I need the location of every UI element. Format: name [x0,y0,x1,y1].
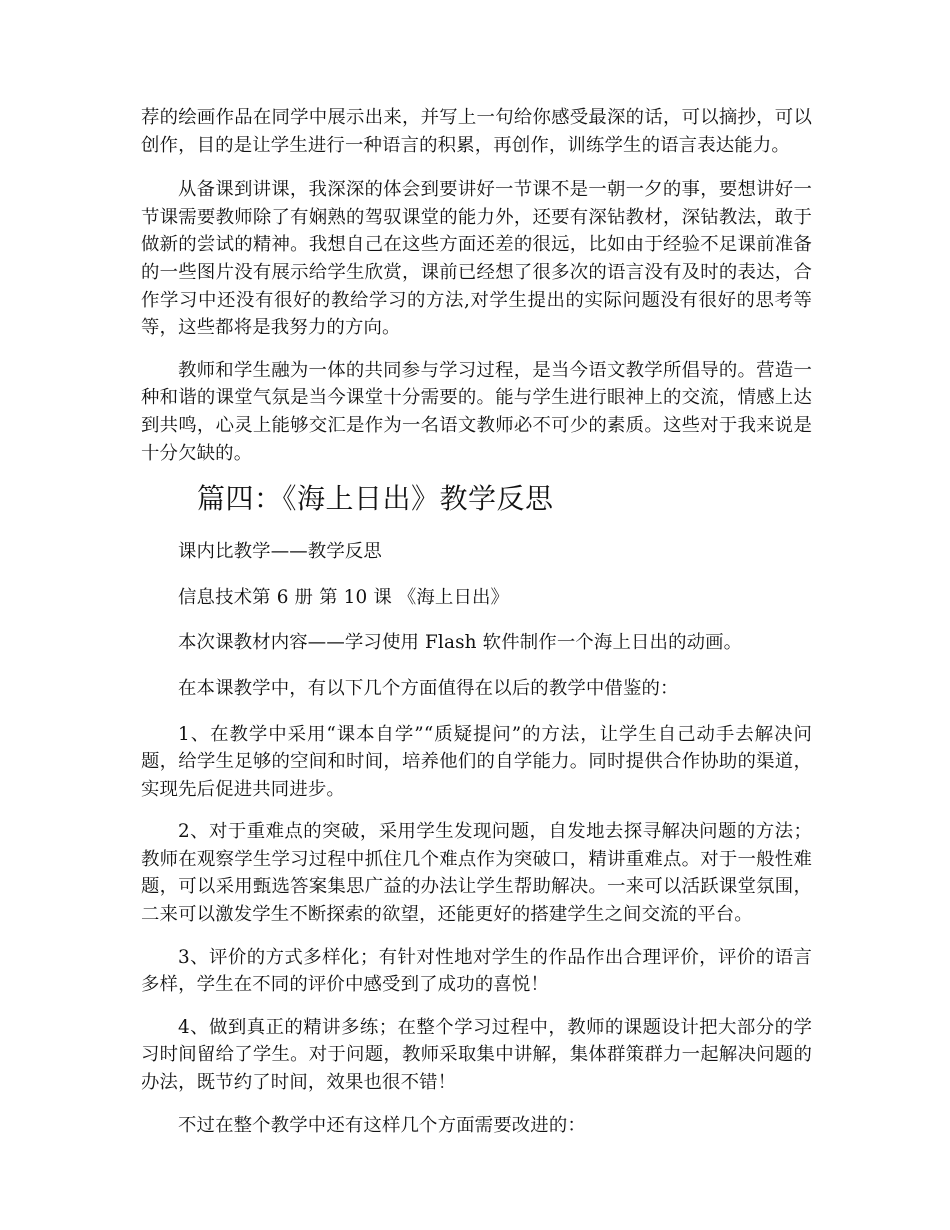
paragraph-teacher-student: 教师和学生融为一体的共同参与学习过程，是当今语文教学所倡导的。营造一种和谐的课堂气氛是当今课堂十分需要的。能与学生进行眼神上的交流，情感上达到共鸣，心灵上能够交汇是作为一名语文教师必不可少的素质。这些对于我来说是十分欠缺的。 [141,359,812,464]
list-item-4: 4、做到真正的精讲多练；在整个学习过程中，教师的课题设计把大部分的学习时间留给了学生。对于问题，教师采取集中讲解，集体群策群力一起解决问题的办法，既节约了时间，效果也很不错！ [141,1016,812,1094]
list-item-2: 2、对于重难点的突破，采用学生发现问题，自发地去探寻解决问题的方法；教师在观察学生学习过程中抓住几个难点作为突破口，精讲重难点。对于一般性难题，可以采用甄选答案集思广益的办法让学生帮助解决。一来可以活跃课堂氛围，二来可以激发学生不断探索的欲望，还能更好的搭建学生之间交流的平台。 [141,821,812,926]
section-heading: 篇四：《海上日出》教学反思 [197,482,554,516]
intro-line: 在本课教学中，有以下几个方面值得在以后的教学中借鉴的： [178,677,679,699]
list-item-3: 3、评价的方式多样化；有针对性地对学生的作品作出合理评价，评价的语言多样，学生在不同的评价中感受到了成功的喜悦！ [141,946,812,996]
subtitle-line: 课内比教学——教学反思 [178,541,382,563]
paragraph-continuation: 荐的绘画作品在同学中展示出来，并写上一句给你感受最深的话，可以摘抄，可以创作，目的是让学生进行一种语言的积累，再创作，训练学生的语言表达能力。 [141,107,812,156]
content-line: 本次课教材内容——学习使用 Flash 软件制作一个海上日出的动画。 [178,632,743,654]
course-info-line: 信息技术第 6 册 第 10 课 《海上日出》 [178,586,510,608]
closing-line: 不过在整个教学中还有这样几个方面需要改进的： [178,1114,586,1136]
list-item-1: 1、在教学中采用“课本自学”“质疑提问”的方法，让学生自己动手去解决问题，给学生足够的空间和时间，培养他们的自学能力。同时提供合作协助的渠道，实现先后促进共同进步。 [141,723,812,800]
paragraph-preparation: 从备课到讲课，我深深的体会到要讲好一节课不是一朝一夕的事，要想讲好一节课需要教师除了有娴熟的驾驭课堂的能力外，还要有深钻教材，深钻教法，敢于做新的尝试的精神。我想自己在这些方面还差的很远，比如由于经验不足课前准备的一些图片没有展示给学生欣赏，课前已经想了很多次的语言没有及时的表达，合作学习中还没有很好的教给学习的方法,对学生提出的实际问题没有很好的思考等等，这些都将是我努力的方向。 [141,179,812,339]
document-body [141,104,812,1154]
